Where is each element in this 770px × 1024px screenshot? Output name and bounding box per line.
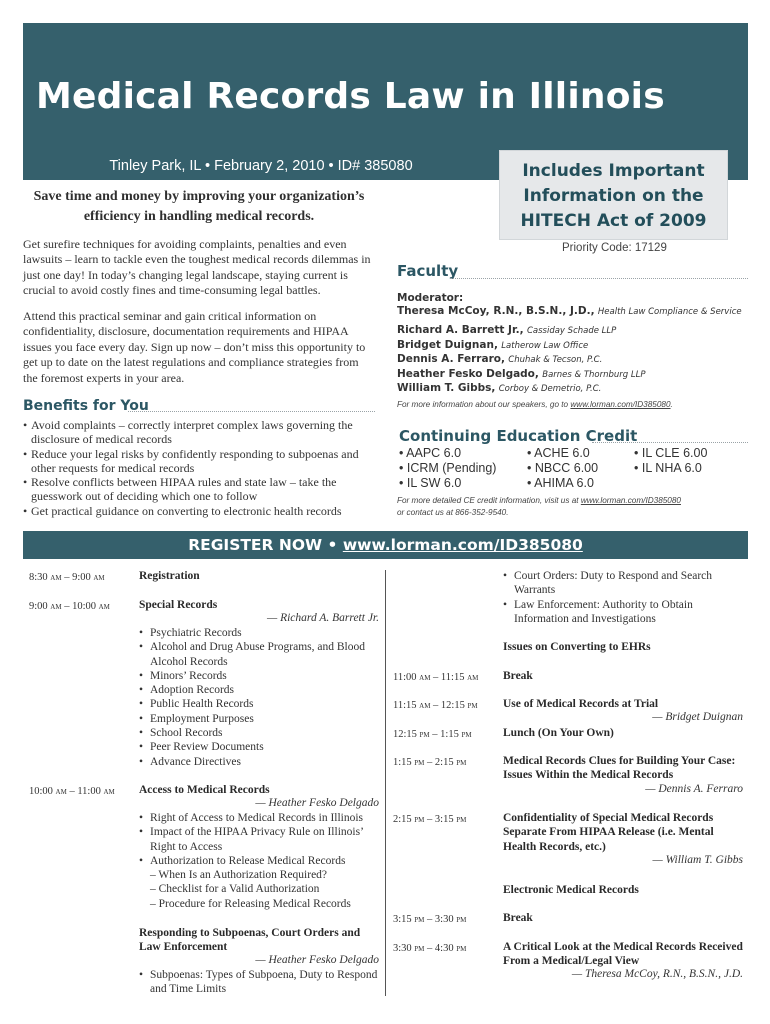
- benefits-heading: Benefits for You: [23, 398, 149, 414]
- speaker-name: Richard A. Barrett Jr.,: [397, 324, 524, 336]
- speaker-name: William T. Gibbs,: [397, 382, 496, 394]
- session-speaker: — Richard A. Barrett Jr.: [266, 612, 379, 624]
- speaker-org: Chuhak & Tecson, P.C.: [508, 355, 603, 365]
- session-time: 10:00 am – 11:00 am: [29, 786, 115, 797]
- ce-note: [397, 495, 681, 507]
- session-time: 3:30 pm – 4:30 pm: [393, 943, 467, 954]
- intro-paragraph: Get surefire techniques for avoiding complaints, penalties and even lawsuits – learn to tackle even the toughest medical records dilemmas in just one day! In today’s changing legal landscape, staying current is crucial to avoid costly fines and time-consuming legal battles.: [23, 237, 371, 298]
- ce-credit: • AAPC 6.0: [399, 446, 496, 461]
- list-item: • Public Health Records: [139, 697, 379, 711]
- session-title: Electronic Medical Records: [503, 884, 639, 896]
- list-item: • Authorization to Release Medical Records: [139, 854, 379, 868]
- session-speaker: — Heather Fesko Delgado: [255, 797, 379, 809]
- session-speaker: — Dennis A. Ferraro: [645, 783, 743, 795]
- session-title: Use of Medical Records at Trial: [503, 698, 659, 710]
- hitech-line: HITECH Act of 2009: [520, 211, 707, 231]
- ce-credit: • AHIMA 6.0: [527, 476, 598, 491]
- ce-list: [634, 446, 707, 476]
- ce-contact-note: or contact us at 866-352-9540.: [397, 508, 509, 517]
- list-item: • Advance Directives: [139, 755, 379, 769]
- list-item: • Impact of the HIPAA Privacy Rule on Illinois’ Right to Access: [139, 825, 379, 854]
- ce-credit: • ACHE 6.0: [527, 446, 598, 461]
- list-item: • Alcohol and Drug Abuse Programs, and Blood Alcohol Records: [139, 640, 379, 669]
- list-item: • Court Orders: Duty to Respond and Search Warrants: [503, 569, 743, 598]
- session-time: 8:30 am – 9:00 am: [29, 572, 105, 583]
- ce-list: [399, 446, 496, 491]
- list-item: • Reduce your legal risks by confidently responding to subpoenas and other requests for medical records: [23, 447, 375, 476]
- agenda-divider: [385, 570, 386, 996]
- ce-credit: • IL NHA 6.0: [634, 461, 707, 476]
- register-text: REGISTER NOW •: [188, 536, 343, 554]
- page-title: Medical Records Law in Illinois: [36, 76, 665, 117]
- list-item: • Avoid complaints – correctly interpret complex laws governing the disclosure of medical records: [23, 418, 375, 447]
- register-link[interactable]: www.lorman.com/ID385080: [342, 536, 583, 554]
- session-title: Special Records: [139, 599, 218, 611]
- ce-credit: • IL SW 6.0: [399, 476, 496, 491]
- session-time: 9:00 am – 10:00 am: [29, 601, 110, 612]
- session-speaker: — Bridget Duignan: [652, 711, 743, 723]
- session-title: Registration: [139, 570, 200, 582]
- lead-statement: Save time and money by improving your organization’s efficiency in handling medical records.: [33, 189, 365, 224]
- speaker-org: Health Law Compliance & Service: [597, 307, 742, 317]
- ce-credit: • NBCC 6.00: [527, 461, 598, 476]
- list-item: • Psychiatric Records: [139, 626, 379, 640]
- speaker-name: Theresa McCoy, R.N., B.S.N., J.D.,: [397, 305, 595, 317]
- ce-rule: [592, 442, 748, 443]
- session-title: Confidentiality of Special Medical Records Separate From HIPAA Release (i.e. Mental Health Records, etc.): [503, 812, 714, 853]
- list-item: • Peer Review Documents: [139, 740, 379, 754]
- speaker-info-link[interactable]: www.lorman.com/ID385080: [570, 400, 671, 409]
- list-item: • Get practical guidance on converting to electronic health records: [23, 504, 375, 518]
- session-time: 11:00 am – 11:15 am: [393, 672, 479, 683]
- session-topics: [139, 811, 379, 868]
- list-item: – When Is an Authorization Required?: [150, 868, 380, 882]
- speaker-info-note: [397, 399, 673, 411]
- register-bar: [23, 531, 748, 559]
- session-topics: [503, 569, 743, 626]
- session-topics: [139, 626, 379, 769]
- session-title: Break: [503, 670, 533, 682]
- speaker-org: Cassiday Schade LLP: [526, 326, 617, 336]
- faculty-rule: [450, 278, 748, 279]
- note-text: For more detailed CE credit information, visit us at: [397, 496, 581, 505]
- speaker-name: Bridget Duignan,: [397, 339, 498, 351]
- session-time: 12:15 pm – 1:15 pm: [393, 729, 472, 740]
- moderator-label: Moderator:: [397, 292, 464, 304]
- benefits-list: [23, 418, 375, 518]
- list-item: • Law Enforcement: Authority to Obtain Information and Investigations: [503, 598, 743, 627]
- speaker-org: Corboy & Demetrio, P.C.: [498, 384, 602, 394]
- session-topics: [139, 968, 379, 997]
- session-time: 1:15 pm – 2:15 pm: [393, 757, 467, 768]
- list-item: • Minors’ Records: [139, 669, 379, 683]
- note-text: .: [670, 400, 673, 409]
- faculty-heading: Faculty: [397, 262, 459, 280]
- list-item: • School Records: [139, 726, 379, 740]
- faculty-member: [397, 353, 602, 365]
- intro-paragraph: Attend this practical seminar and gain critical information on confidentiality, disclosure, documentation requirements and HIPAA issues you face every day. Sign up now – don’t miss this opportunity to get up to date on the latest regulations and compliance strategies from the foremost experts in your area.: [23, 309, 366, 385]
- ce-list: [527, 446, 598, 491]
- note-text: For more information about our speakers, go to: [397, 400, 571, 409]
- event-subline: Tinley Park, IL • February 2, 2010 • ID# 385080: [109, 158, 413, 174]
- session-title: Access to Medical Records: [139, 784, 270, 796]
- list-item: • Resolve conflicts between HIPAA rules and state law – take the guesswork out of deciding which one to follow: [23, 475, 375, 504]
- faculty-member: [397, 339, 588, 351]
- ce-credit: • ICRM (Pending): [399, 461, 496, 476]
- session-speaker: — William T. Gibbs: [652, 854, 743, 866]
- session-time: 2:15 pm – 3:15 pm: [393, 814, 467, 825]
- session-title: A Critical Look at the Medical Records Received From a Medical/Legal View: [503, 941, 743, 968]
- list-item: • Right of Access to Medical Records in Illinois: [139, 811, 379, 825]
- hitech-line: Information on the: [523, 186, 704, 206]
- session-title: Responding to Subpoenas, Court Orders and Law Enforcement: [139, 927, 361, 954]
- faculty-member: [397, 324, 616, 336]
- session-title: Break: [503, 912, 533, 924]
- session-time: 11:15 am – 12:15 pm: [393, 700, 478, 711]
- list-item: • Employment Purposes: [139, 712, 379, 726]
- speaker-name: Dennis A. Ferraro,: [397, 353, 505, 365]
- session-title: Lunch (On Your Own): [503, 727, 614, 739]
- session-time: 3:15 pm – 3:30 pm: [393, 914, 467, 925]
- priority-code: Priority Code: 17129: [562, 242, 667, 254]
- speaker-org: Barnes & Thornburg LLP: [542, 370, 646, 380]
- faculty-member: [397, 368, 645, 380]
- faculty-moderator: [397, 305, 742, 317]
- list-item: • Adoption Records: [139, 683, 379, 697]
- hitech-line: Includes Important: [522, 161, 705, 181]
- list-item: – Procedure for Releasing Medical Records: [150, 897, 380, 911]
- session-title: Issues on Converting to EHRs: [503, 641, 651, 653]
- session-subtopics: [150, 868, 380, 911]
- faculty-member: [397, 382, 601, 394]
- benefits-rule: [128, 411, 375, 412]
- ce-info-link[interactable]: www.lorman.com/ID385080: [580, 496, 681, 505]
- ce-heading: Continuing Education Credit: [399, 427, 638, 445]
- speaker-org: Latherow Law Office: [501, 341, 589, 351]
- ce-credit: • IL CLE 6.00: [634, 446, 707, 461]
- session-title: Medical Records Clues for Building Your Case: Issues Within the Medical Records: [503, 755, 736, 782]
- session-speaker: — Heather Fesko Delgado: [255, 954, 379, 966]
- list-item: • Subpoenas: Types of Subpoena, Duty to Respond and Time Limits: [139, 968, 379, 997]
- speaker-name: Heather Fesko Delgado,: [397, 368, 539, 380]
- list-item: – Checklist for a Valid Authorization: [150, 882, 380, 896]
- session-speaker: — Theresa McCoy, R.N., B.S.N., J.D.: [571, 968, 743, 980]
- hitech-callout: [499, 150, 728, 240]
